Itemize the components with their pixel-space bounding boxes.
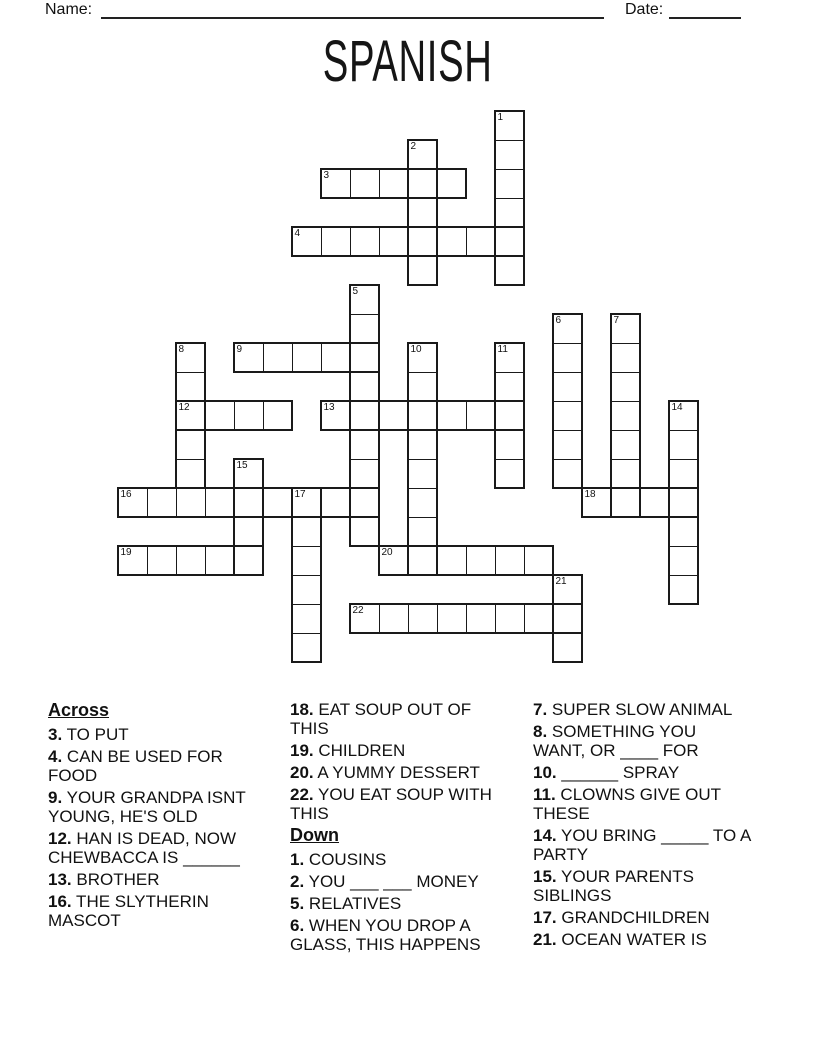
grid-cell-2-12[interactable]	[176, 459, 205, 488]
date-input-line[interactable]	[669, 0, 741, 19]
grid-cell-3-15[interactable]	[205, 546, 234, 575]
grid-cell-15-9[interactable]	[553, 372, 582, 401]
grid-cell-4-14[interactable]	[234, 517, 263, 546]
grid-cell-9-10[interactable]	[379, 401, 408, 430]
grid-cell-12-4[interactable]	[466, 227, 495, 256]
grid-cell-19-14[interactable]	[669, 517, 698, 546]
cell-number-15: 15	[236, 460, 248, 471]
grid-cell-2-13[interactable]	[176, 488, 205, 517]
grid-cell-13-0[interactable]	[495, 111, 524, 140]
cell-number-12: 12	[178, 402, 190, 413]
grid-cell-7-13[interactable]	[321, 488, 350, 517]
clue-text: GRANDCHILDREN	[556, 908, 710, 927]
grid-cell-13-10[interactable]	[495, 401, 524, 430]
clue-15	[533, 867, 751, 905]
clues-header-across: Across	[48, 700, 110, 720]
clue-text: YOU BRING _____ TO A PARTY	[533, 826, 751, 864]
clue-text: CAN BE USED FOR FOOD	[48, 747, 223, 785]
cell-number-4: 4	[294, 228, 301, 239]
clue-text: SOMETHING YOU WANT, OR ____ FOR	[533, 722, 699, 760]
cell-number-3: 3	[323, 170, 330, 181]
grid-cell-4-12[interactable]	[234, 459, 263, 488]
grid-cell-13-1[interactable]	[495, 140, 524, 169]
grid-cell-10-14[interactable]	[408, 517, 437, 546]
grid-cell-9-15[interactable]	[379, 546, 408, 575]
name-label: Name:	[45, 1, 93, 18]
grid-cell-10-11[interactable]	[408, 430, 437, 459]
grid-cell-0-13[interactable]	[118, 488, 147, 517]
grid-cell-6-16[interactable]	[292, 575, 321, 604]
grid-cell-7-8[interactable]	[321, 343, 350, 372]
grid-cell-15-16[interactable]	[553, 575, 582, 604]
puzzle-title: SPANISH	[323, 29, 493, 94]
grid-cell-10-5[interactable]	[408, 256, 437, 285]
clue-8	[533, 722, 751, 760]
grid-cell-8-7[interactable]	[350, 314, 379, 343]
clue-text: THE SLYTHERIN MASCOT	[48, 892, 209, 930]
grid-cell-5-10[interactable]	[263, 401, 292, 430]
grid-cell-9-2[interactable]	[379, 169, 408, 198]
date-label: Date:	[625, 1, 664, 18]
grid-cell-12-15[interactable]	[466, 546, 495, 575]
clue-number: 5.	[290, 894, 305, 913]
clue-text: CLOWNS GIVE OUT THESE	[533, 785, 721, 823]
grid-cell-13-12[interactable]	[495, 459, 524, 488]
grid-cell-2-11[interactable]	[176, 430, 205, 459]
grid-cell-8-9[interactable]	[350, 372, 379, 401]
grid-cell-13-17[interactable]	[495, 604, 524, 633]
grid-cell-11-15[interactable]	[437, 546, 466, 575]
grid-cell-14-17[interactable]	[524, 604, 553, 633]
clue-1	[290, 850, 508, 869]
grid-cell-15-8[interactable]	[553, 343, 582, 372]
grid-cell-9-17[interactable]	[379, 604, 408, 633]
clue-number: 4.	[48, 747, 63, 766]
grid-cell-7-4[interactable]	[321, 227, 350, 256]
clue-number: 11.	[533, 785, 556, 804]
grid-cell-11-4[interactable]	[437, 227, 466, 256]
grid-cell-6-17[interactable]	[292, 604, 321, 633]
clue-number: 16.	[48, 892, 72, 911]
grid-cell-2-9[interactable]	[176, 372, 205, 401]
grid-cell-13-2[interactable]	[495, 169, 524, 198]
grid-cell-4-13[interactable]	[234, 488, 263, 517]
clue-text: EAT SOUP OUT OF THIS	[290, 700, 472, 738]
clue-7	[533, 700, 751, 719]
grid-cell-13-15[interactable]	[495, 546, 524, 575]
clue-6	[290, 916, 508, 954]
clue-18	[290, 700, 508, 738]
grid-cell-2-8[interactable]	[176, 343, 205, 372]
grid-cell-11-17[interactable]	[437, 604, 466, 633]
grid-cell-2-15[interactable]	[176, 546, 205, 575]
clue-14	[533, 826, 751, 864]
clue-text: YOU EAT SOUP WITH THIS	[290, 785, 492, 823]
cell-number-18: 18	[584, 489, 596, 500]
grid-cell-11-2[interactable]	[437, 169, 466, 198]
clue-number: 19.	[290, 741, 314, 760]
clue-column-3	[533, 700, 751, 952]
grid-cell-17-13[interactable]	[611, 488, 640, 517]
grid-cell-8-8[interactable]	[350, 343, 379, 372]
clue-5	[290, 894, 508, 913]
cell-number-5: 5	[352, 286, 359, 297]
clue-number: 17.	[533, 908, 557, 927]
grid-cell-10-15[interactable]	[408, 546, 437, 575]
clue-text: YOUR GRANDPA ISNT YOUNG, HE'S OLD	[48, 788, 246, 826]
clue-text: COUSINS	[304, 850, 387, 869]
clue-13	[48, 870, 266, 889]
grid-cell-8-6[interactable]	[350, 285, 379, 314]
grid-cell-8-14[interactable]	[350, 517, 379, 546]
clue-9	[48, 788, 266, 826]
grid-cell-19-13[interactable]	[669, 488, 698, 517]
grid-cell-10-13[interactable]	[408, 488, 437, 517]
cell-number-2: 2	[410, 141, 417, 152]
grid-cell-15-17[interactable]	[553, 604, 582, 633]
cell-number-20: 20	[381, 547, 393, 558]
clue-number: 15.	[533, 867, 557, 886]
grid-cell-19-10[interactable]	[669, 401, 698, 430]
grid-cell-10-4[interactable]	[408, 227, 437, 256]
grid-cell-3-13[interactable]	[205, 488, 234, 517]
clue-16	[48, 892, 266, 930]
clue-11	[533, 785, 751, 823]
crossword-grid	[118, 111, 700, 664]
grid-cell-13-4[interactable]	[495, 227, 524, 256]
clue-21	[533, 930, 751, 949]
clue-text: OCEAN WATER IS	[556, 930, 707, 949]
clue-number: 7.	[533, 700, 548, 719]
clue-number: 22.	[290, 785, 314, 804]
grid-cell-10-2[interactable]	[408, 169, 437, 198]
grid-cell-17-8[interactable]	[611, 343, 640, 372]
grid-cell-17-11[interactable]	[611, 430, 640, 459]
grid-cell-15-10[interactable]	[553, 401, 582, 430]
grid-cell-13-9[interactable]	[495, 372, 524, 401]
clue-4	[48, 747, 266, 785]
clue-17	[533, 908, 751, 927]
grid-cell-9-4[interactable]	[379, 227, 408, 256]
clue-text: RELATIVES	[304, 894, 402, 913]
grid-cell-6-15[interactable]	[292, 546, 321, 575]
clue-22	[290, 785, 508, 823]
grid-cell-17-10[interactable]	[611, 401, 640, 430]
clue-text: WHEN YOU DROP A GLASS, THIS HAPPENS	[290, 916, 481, 954]
grid-cell-12-10[interactable]	[466, 401, 495, 430]
clue-number: 21.	[533, 930, 557, 949]
clue-number: 14.	[533, 826, 557, 845]
grid-cell-0-15[interactable]	[118, 546, 147, 575]
grid-cell-8-17[interactable]	[350, 604, 379, 633]
name-input-line[interactable]	[101, 0, 604, 19]
cell-number-13: 13	[323, 402, 335, 413]
grid-cell-12-17[interactable]	[466, 604, 495, 633]
cell-number-9: 9	[236, 344, 243, 355]
grid-cell-10-9[interactable]	[408, 372, 437, 401]
grid-cell-19-15[interactable]	[669, 546, 698, 575]
cell-number-19: 19	[120, 547, 132, 558]
grid-cell-6-14[interactable]	[292, 517, 321, 546]
grid-cell-6-4[interactable]	[292, 227, 321, 256]
grid-cell-1-15[interactable]	[147, 546, 176, 575]
grid-cell-8-12[interactable]	[350, 459, 379, 488]
cell-number-10: 10	[410, 344, 422, 355]
grid-cell-16-13[interactable]	[582, 488, 611, 517]
grid-cell-19-16[interactable]	[669, 575, 698, 604]
grid-cell-5-13[interactable]	[263, 488, 292, 517]
grid-cell-10-17[interactable]	[408, 604, 437, 633]
grid-cell-15-11[interactable]	[553, 430, 582, 459]
grid-cell-18-13[interactable]	[640, 488, 669, 517]
grid-cell-6-13[interactable]	[292, 488, 321, 517]
grid-cell-13-3[interactable]	[495, 198, 524, 227]
clue-number: 2.	[290, 872, 305, 891]
grid-cell-19-11[interactable]	[669, 430, 698, 459]
clue-text: YOUR PARENTS SIBLINGS	[533, 867, 694, 905]
grid-cell-2-10[interactable]	[176, 401, 205, 430]
cell-number-17: 17	[294, 489, 306, 500]
grid-cell-13-8[interactable]	[495, 343, 524, 372]
grid-cell-15-18[interactable]	[553, 633, 582, 662]
grid-cell-10-12[interactable]	[408, 459, 437, 488]
grid-cell-8-10[interactable]	[350, 401, 379, 430]
clue-number: 12.	[48, 829, 72, 848]
grid-cell-13-11[interactable]	[495, 430, 524, 459]
clue-12	[48, 829, 266, 867]
clues-header-down: Down	[290, 825, 339, 845]
cell-number-11: 11	[497, 344, 508, 355]
clue-19	[290, 741, 508, 760]
grid-cell-17-7[interactable]	[611, 314, 640, 343]
clue-number: 6.	[290, 916, 305, 935]
grid-cell-3-10[interactable]	[205, 401, 234, 430]
clue-number: 20.	[290, 763, 314, 782]
grid-cell-15-12[interactable]	[553, 459, 582, 488]
grid-cell-17-9[interactable]	[611, 372, 640, 401]
clue-3	[48, 725, 266, 744]
grid-cell-14-15[interactable]	[524, 546, 553, 575]
grid-cell-8-2[interactable]	[350, 169, 379, 198]
clue-number: 8.	[533, 722, 548, 741]
grid-cell-1-13[interactable]	[147, 488, 176, 517]
clue-10	[533, 763, 751, 782]
grid-cell-15-7[interactable]	[553, 314, 582, 343]
grid-cell-6-18[interactable]	[292, 633, 321, 662]
clue-text: SUPER SLOW ANIMAL	[547, 700, 733, 719]
clue-number: 1.	[290, 850, 305, 869]
clue-number: 13.	[48, 870, 72, 889]
cell-number-14: 14	[671, 402, 683, 413]
grid-cell-10-1[interactable]	[408, 140, 437, 169]
grid-cell-7-10[interactable]	[321, 401, 350, 430]
clue-number: 3.	[48, 725, 63, 744]
clue-text: BROTHER	[71, 870, 160, 889]
cell-number-8: 8	[178, 344, 185, 355]
clue-column-1	[48, 700, 266, 933]
grid-cell-8-11[interactable]	[350, 430, 379, 459]
grid-cell-13-5[interactable]	[495, 256, 524, 285]
clue-number: 10.	[533, 763, 557, 782]
grid-cell-10-8[interactable]	[408, 343, 437, 372]
cell-number-22: 22	[352, 605, 364, 616]
cell-number-16: 16	[120, 489, 132, 500]
grid-cell-11-10[interactable]	[437, 401, 466, 430]
clue-text: HAN IS DEAD, NOW CHEWBACCA IS ______	[48, 829, 240, 867]
grid-cell-10-10[interactable]	[408, 401, 437, 430]
clue-number: 9.	[48, 788, 63, 807]
cell-number-21: 21	[555, 576, 567, 587]
cell-number-6: 6	[555, 315, 562, 326]
cell-number-1: 1	[497, 112, 504, 123]
grid-cell-17-12[interactable]	[611, 459, 640, 488]
grid-cell-4-10[interactable]	[234, 401, 263, 430]
clue-text: TO PUT	[62, 725, 129, 744]
grid-cell-7-2[interactable]	[321, 169, 350, 198]
clue-column-2	[290, 700, 508, 957]
clue-20	[290, 763, 508, 782]
clue-text: A YUMMY DESSERT	[313, 763, 480, 782]
grid-cell-4-15[interactable]	[234, 546, 263, 575]
grid-cell-10-3[interactable]	[408, 198, 437, 227]
grid-cell-4-8[interactable]	[234, 343, 263, 372]
title-container	[0, 29, 816, 94]
grid-cell-5-8[interactable]	[263, 343, 292, 372]
clue-number: 18.	[290, 700, 314, 719]
clue-text: CHILDREN	[313, 741, 406, 760]
clue-text: YOU ___ ___ MONEY	[304, 872, 479, 891]
grid-cell-19-12[interactable]	[669, 459, 698, 488]
grid-cell-8-4[interactable]	[350, 227, 379, 256]
grid-cell-6-8[interactable]	[292, 343, 321, 372]
cell-number-7: 7	[613, 315, 620, 326]
clue-text: ______ SPRAY	[556, 763, 680, 782]
grid-cell-8-13[interactable]	[350, 488, 379, 517]
clue-2	[290, 872, 508, 891]
